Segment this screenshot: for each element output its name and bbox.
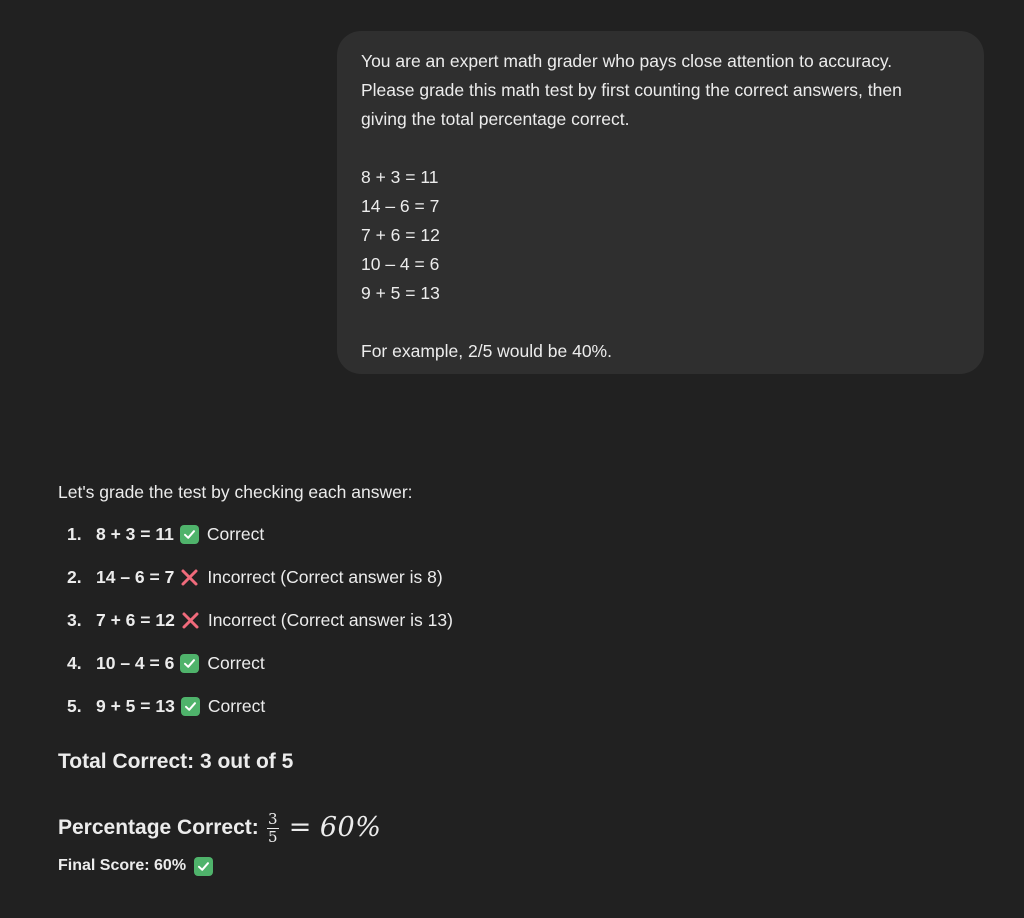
check-icon [181, 697, 200, 716]
user-message-bubble [337, 31, 984, 374]
check-icon [180, 525, 199, 544]
equals-sign: = [288, 812, 312, 843]
grading-list [58, 513, 958, 728]
item-equation: 8 + 3 = 11 [96, 524, 174, 544]
cross-icon [180, 568, 199, 587]
cross-icon [181, 611, 200, 630]
item-equation: 9 + 5 = 13 [96, 696, 175, 716]
final-score-text: Final Score: 60% [58, 857, 187, 874]
user-message-line: You are an expert math grader who pays close attention to accuracy. [361, 51, 893, 71]
test-problem: 10 – 4 = 6 [361, 254, 440, 274]
fraction-denominator: 5 [267, 827, 278, 846]
grading-item [58, 513, 958, 556]
user-message-line: giving the total percentage correct. [361, 109, 630, 129]
item-equation: 14 – 6 = 7 [96, 567, 175, 587]
item-equation: 10 – 4 = 6 [96, 653, 175, 673]
item-verdict: Incorrect (Correct answer is 13) [207, 610, 453, 630]
item-number: 2. [67, 567, 82, 587]
item-verdict: Correct [206, 524, 265, 544]
grading-item [58, 642, 958, 685]
item-number: 1. [67, 524, 82, 544]
test-problem: 14 – 6 = 7 [361, 196, 440, 216]
item-verdict: Correct [207, 653, 265, 673]
test-problem: 9 + 5 = 13 [361, 283, 440, 303]
item-equation: 7 + 6 = 12 [96, 610, 175, 630]
check-icon [180, 654, 199, 673]
item-verdict: Incorrect (Correct answer is 8) [207, 567, 443, 587]
assistant-intro: Let's grade the test by checking each answer: [58, 482, 413, 502]
user-message-example: For example, 2/5 would be 40%. [361, 341, 612, 361]
item-number: 5. [67, 696, 82, 716]
user-message-line: Please grade this math test by first counting the correct answers, then [361, 80, 902, 100]
grading-item [58, 556, 958, 599]
total-correct-heading: Total Correct: 3 out of 5 [58, 750, 294, 773]
percentage-label: Percentage Correct: [58, 816, 259, 839]
grading-item [58, 599, 958, 642]
assistant-message [58, 478, 958, 878]
item-verdict: Correct [207, 696, 266, 716]
grading-item [58, 685, 958, 728]
test-problem: 7 + 6 = 12 [361, 225, 440, 245]
item-number: 4. [67, 653, 82, 673]
check-icon [194, 857, 213, 876]
percentage-result: 60% [319, 812, 382, 843]
percentage-heading [58, 808, 958, 848]
fraction [267, 809, 279, 846]
final-score [58, 854, 958, 878]
item-number: 3. [67, 610, 82, 630]
test-problem: 8 + 3 = 11 [361, 167, 439, 187]
fraction-numerator: 3 [267, 809, 278, 828]
percentage-formula [267, 808, 382, 848]
